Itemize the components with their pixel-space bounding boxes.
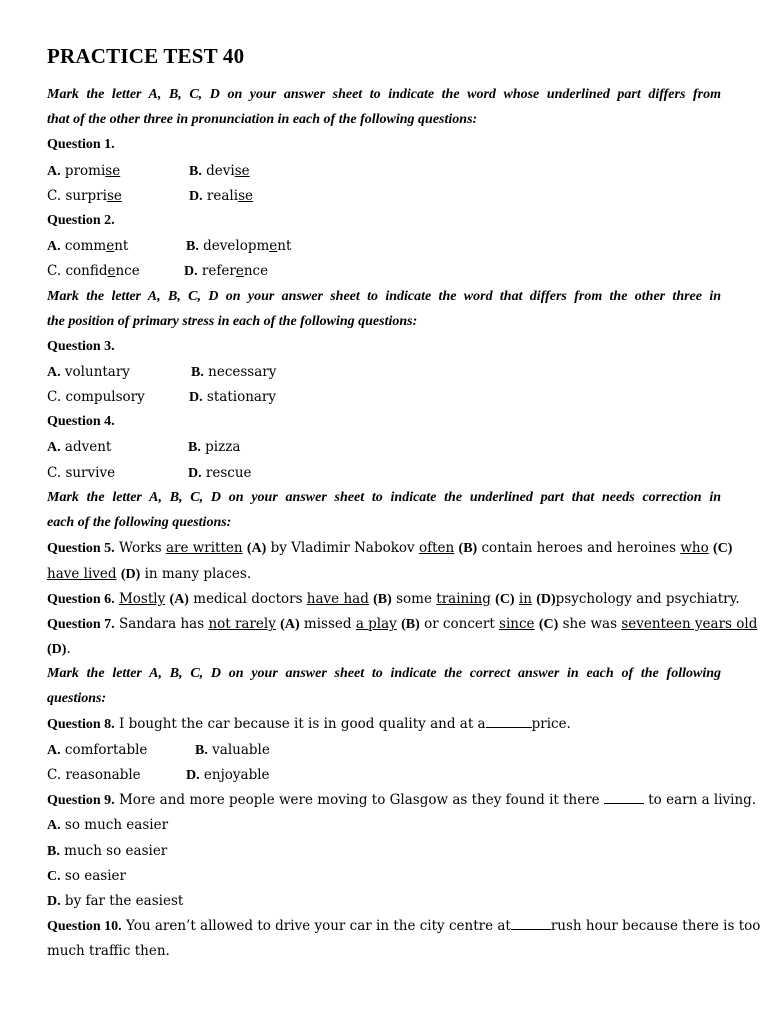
section-2-instruction-line-2: the position of primary stress in each of the following questions: [47, 314, 418, 329]
question-1-option-a: A. promise [47, 163, 121, 179]
question-9-option-d: D. by far the easiest [47, 893, 184, 909]
question-5-line-2: have lived (D) in many places. [47, 566, 252, 582]
question-7-line-1: Question 7. Sandara has not rarely (A) missed a play (B) or concert since (C) she was seventeen years old [47, 616, 758, 632]
question-7-line-2: (D). [47, 641, 71, 657]
question-6-line: Question 6. Mostly (A) medical doctors have had (B) some training (C) in (D)psychology and psychiatry. [47, 591, 740, 607]
question-8-option-b: B. valuable [195, 742, 270, 758]
question-2-option-b: B. development [186, 238, 292, 254]
question-1-option-d: D. realise [189, 188, 253, 204]
question-2-label: Question 2. [47, 213, 115, 228]
question-1-option-c: C. surprise [47, 188, 122, 204]
section-4-instruction-line-1: Mark the letter A, B, C, D on your answer sheet to indicate the correct answer in each of the following [47, 666, 721, 681]
question-10-line-1: Question 10. You aren’t allowed to drive your car in the city centre at rush hour because there is too [47, 918, 761, 934]
question-4-option-d: D. rescue [188, 465, 252, 481]
question-2-option-a: A. comment [47, 238, 129, 254]
question-8-option-c: C. reasonable [47, 767, 141, 783]
question-9-option-a: A. so much easier [47, 817, 169, 833]
question-3-option-c: C. compulsory [47, 389, 145, 405]
section-1-instruction-line-2: that of the other three in pronunciation in each of the following questions: [47, 112, 478, 127]
question-3-option-b: B. necessary [191, 364, 277, 380]
question-4-option-a: A. advent [47, 439, 112, 455]
answer-blank [604, 791, 644, 804]
question-3-option-d: D. stationary [189, 389, 277, 405]
question-3-label: Question 3. [47, 339, 115, 354]
question-2-option-d: D. reference [184, 263, 269, 279]
section-4-instruction-line-2: questions: [47, 691, 107, 706]
section-1-instruction-line-1: Mark the letter A, B, C, D on your answer sheet to indicate the word whose underlined part differs from [47, 87, 721, 102]
question-9-stem: Question 9. More and more people were moving to Glasgow as they found it there to earn a living. [47, 792, 757, 808]
answer-blank [511, 917, 551, 930]
section-3-instruction-line-1: Mark the letter A, B, C, D on your answer sheet to indicate the underlined part that needs correction in [47, 490, 721, 505]
question-8-option-a: A. comfortable [47, 742, 148, 758]
section-3-instruction-line-2: each of the following questions: [47, 515, 232, 530]
question-8-stem: Question 8. I bought the car because it is in good quality and at a price. [47, 716, 571, 732]
question-5-line-1: Question 5. Works are written (A) by Vladimir Nabokov often (B) contain heroes and heroines who (C) [47, 540, 733, 556]
question-4-label: Question 4. [47, 414, 115, 429]
page-title: PRACTICE TEST 40 [47, 44, 245, 68]
question-3-option-a: A. voluntary [47, 364, 130, 380]
question-9-option-c: C. so easier [47, 868, 126, 884]
section-2-instruction-line-1: Mark the letter A, B, C, D on your answer sheet to indicate the word that differs from the other three in [47, 289, 721, 304]
question-9-option-b: B. much so easier [47, 843, 168, 859]
question-8-option-d: D. enjoyable [186, 767, 270, 783]
question-1-label: Question 1. [47, 137, 115, 152]
question-10-line-2: much traffic then. [47, 943, 170, 959]
question-4-option-b: B. pizza [188, 439, 241, 455]
question-2-option-c: C. confidence [47, 263, 140, 279]
question-4-option-c: C. survive [47, 465, 116, 481]
answer-blank [486, 715, 532, 728]
question-1-option-b: B. devise [189, 163, 250, 179]
